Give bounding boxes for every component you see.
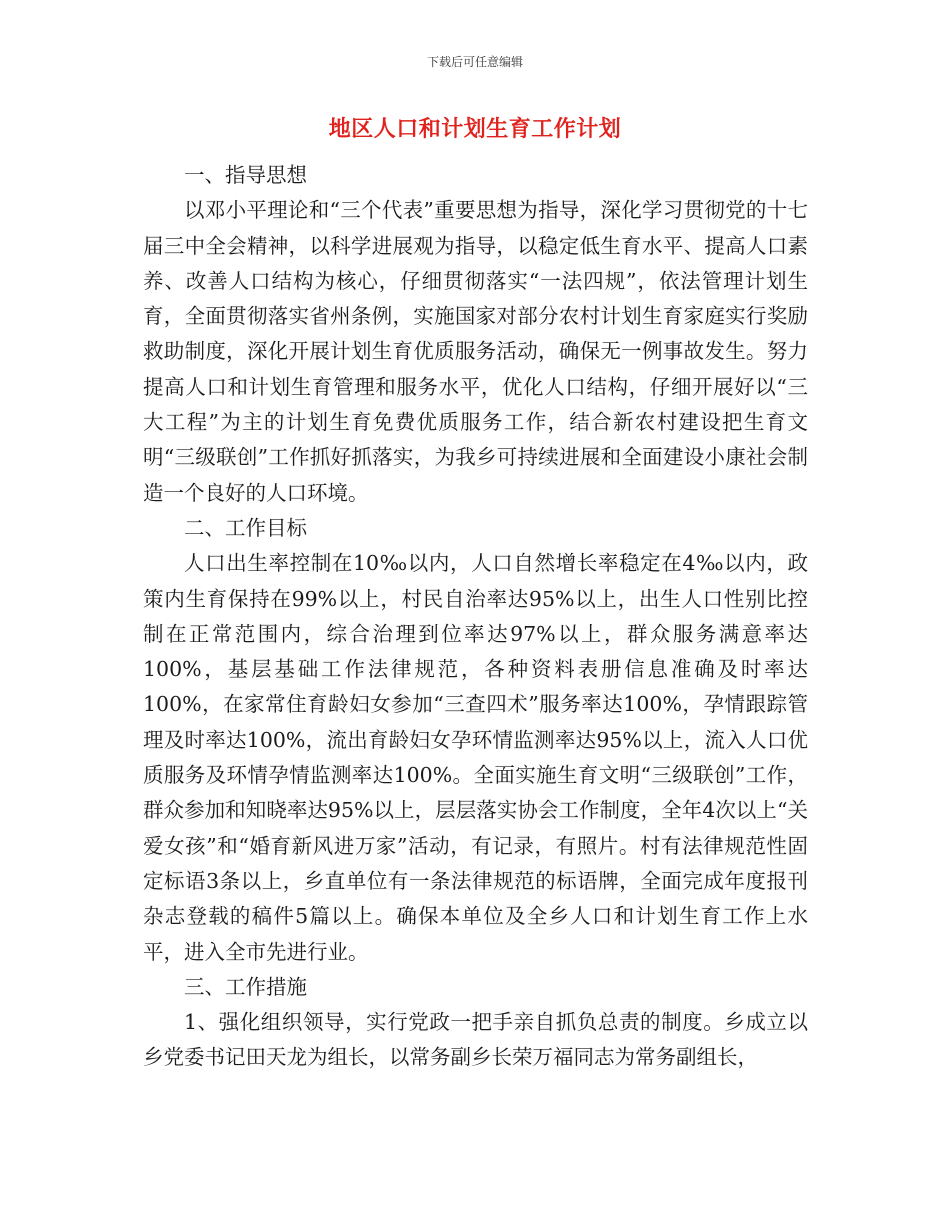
page-header: 下载后可任意编辑 bbox=[426, 55, 523, 69]
section-heading-work-measures: 三、工作措施 bbox=[184, 974, 307, 999]
document-title: 地区人口和计划生育工作计划 bbox=[328, 116, 622, 142]
section-heading-guiding-ideology: 一、指导思想 bbox=[184, 163, 307, 187]
paragraph-work-goals: 人口出生率控制在10‰以内，人口自然增长率稳定在4‰以内，政策内生育保持在99%以上，村民自治率达95%以上，出生人口性别比控制在正常范围内，综合治理到位率达97%以上，群众服务满意率达100%，基层基础工作法律规范，各种资料表册信息准确及时率达100%，在家常住育龄妇女参加“三查四术”服务率达100%，孕情跟踪管理及时率达100%，流出育龄妇女孕环情监测率达95%以上，流入人口优质服务及环情孕情监测率达100%。全面实施生育文明“三级联创”工作，群众参加和知晓率达95%以上，层层落实协会工作制度，全年4次以上“关爱女孩”和“婚育新风进万家”活动，有记录，有照片。村有法律规范性固定标语3条以上，乡直单位有一条法律规范的标语牌，全面完成年度报刊杂志登载的稿件5篇以上。确保本单位及全乡人口和计划生育工作上水平，进入全市先进行业。 bbox=[143, 551, 808, 964]
paragraph-guiding-ideology: 以邓小平理论和“三个代表”重要思想为指导，深化学习贯彻党的十七届三中全会精神，以科学进展观为指导，以稳定低生育水平、提高人口素养、改善人口结构为核心，仔细贯彻落实“一法四规”，依法管理计划生育，全面贯彻落实省州条例，实施国家对部分农村计划生育家庭实行奖励救助制度，深化开展计划生育优质服务活动，确保无一例事故发生。努力提高人口和计划生育管理和服务水平，优化人口结构，仔细开展好以“三大工程”为主的计划生育免费优质服务工作，结合新农村建设把生育文明“三级联创”工作抓好抓落实，为我乡可持续进展和全面建设小康社会制造一个良好的人口环境。 bbox=[143, 198, 808, 505]
paragraph-work-measures: 1、强化组织领导，实行党政一把手亲自抓负总责的制度。乡成立以乡党委书记田天龙为组长，以常务副乡长荣万福同志为常务副组长， bbox=[143, 1010, 808, 1070]
document-body bbox=[143, 158, 808, 1076]
section-heading-work-goals: 二、工作目标 bbox=[184, 515, 307, 540]
